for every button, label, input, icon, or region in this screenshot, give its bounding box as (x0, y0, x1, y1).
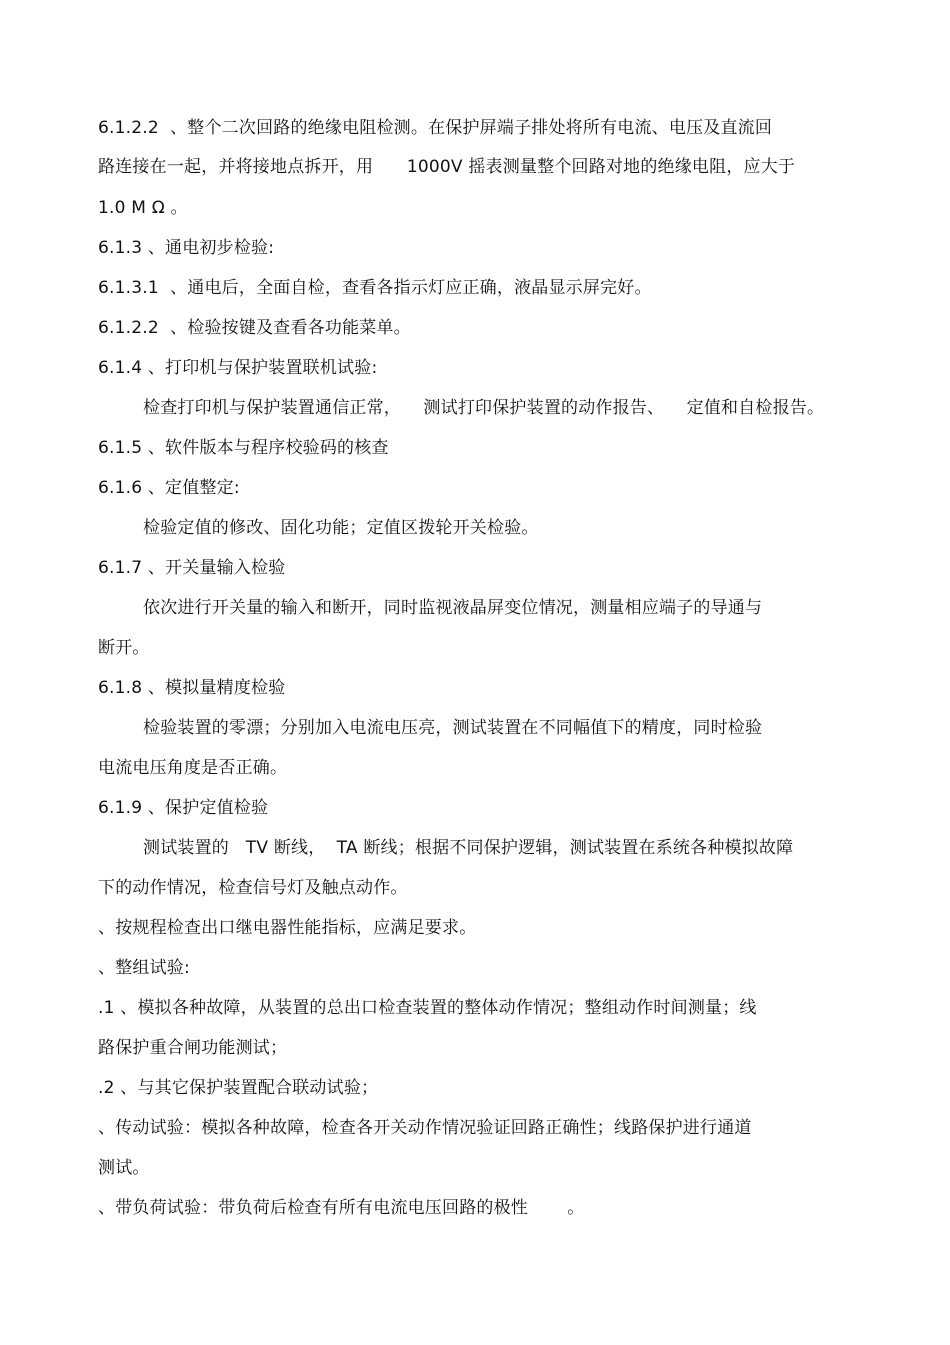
text-line-switch-input: 依次进行开关量的输入和断开，同时监视液晶屏变位情况，测量相应端子的导通与 (143, 598, 763, 618)
text-line-protection-test-cont: 下的动作情况，检查信号灯及触点动作。 (98, 878, 408, 898)
heading-6-1-5: 6.1.5 、软件版本与程序校验码的核查 (98, 438, 389, 458)
text-line-6-1-2-2-insulation: 6.1.2.2 、整个二次回路的绝缘电阻检测。在保护屏端子排处将所有电流、电压及直流回 (98, 118, 773, 138)
text-line-load-test: 、带负荷试验：带负荷后检查有所有电流电压回路的极性 。 (98, 1198, 585, 1218)
text-line-transmission-test: 、传动试验：模拟各种故障，检查各开关动作情况验证回路正确性；线路保护进行通道 (98, 1118, 752, 1138)
text-line-group-test-1-cont: 路保护重合闸功能测试； (98, 1038, 288, 1058)
text-line-group-test: 、整组试验: (98, 958, 190, 978)
text-line-group-test-2: .2 、与其它保护装置配合联动试验； (98, 1078, 379, 1098)
text-line-group-test-1: .1 、模拟各种故障，从装置的总出口检查装置的整体动作情况；整组动作时间测量；线 (98, 998, 757, 1018)
text-line-analog-check-cont: 电流电压角度是否正确。 (98, 758, 288, 778)
text-line-6-1-3-1: 6.1.3.1 、通电后，全面自检，查看各指示灯应正确，液晶显示屏完好。 (98, 278, 652, 298)
heading-6-1-9: 6.1.9 、保护定值检验 (98, 798, 269, 818)
heading-6-1-8: 6.1.8 、模拟量精度检验 (98, 678, 286, 698)
heading-6-1-7: 6.1.7 、开关量输入检验 (98, 558, 286, 578)
text-line-insulation-cont: 路连接在一起，并将接地点拆开，用 1000V 摇表测量整个回路对地的绝缘电阻，应大于 (98, 157, 796, 177)
text-line-setting-check: 检验定值的修改、固化功能；定值区拨轮开关检验。 (143, 518, 539, 538)
text-line-transmission-test-cont: 测试。 (98, 1158, 150, 1178)
text-line-relay-check: 、按规程检查出口继电器性能指标，应满足要求。 (98, 918, 477, 938)
text-line-printer-check: 检查打印机与保护装置通信正常， 测试打印保护装置的动作报告、 定值和自检报告。 (143, 398, 825, 418)
heading-6-1-6: 6.1.6 、定值整定: (98, 478, 240, 498)
text-line-analog-check: 检验装置的零漂；分别加入电流电压亮，测试装置在不同幅值下的精度，同时检验 (143, 718, 763, 738)
heading-6-1-4: 6.1.4 、打印机与保护装置联机试验: (98, 358, 378, 378)
heading-6-1-3: 6.1.3 、通电初步检验: (98, 238, 275, 258)
text-line-switch-input-cont: 断开。 (98, 638, 150, 658)
text-line-6-1-2-2-keys: 6.1.2.2 、检验按键及查看各功能菜单。 (98, 318, 411, 338)
text-line-protection-test: 测试装置的 TV 断线， TA 断线；根据不同保护逻辑，测试装置在系统各种模拟故障 (143, 838, 794, 858)
text-line-insulation-value: 1.0 M Ω 。 (98, 198, 188, 218)
